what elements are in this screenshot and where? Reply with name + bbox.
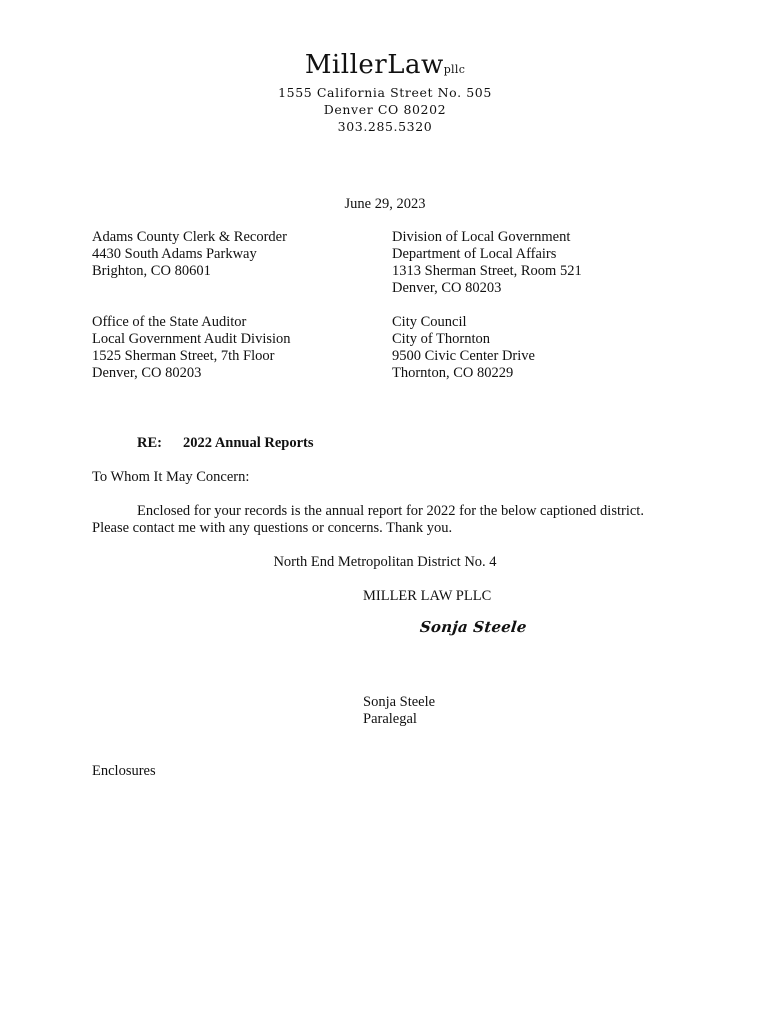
letterhead-city: Denver CO 80202 xyxy=(323,102,447,117)
address-line: 4430 South Adams Parkway xyxy=(92,246,257,262)
signature: Sonja Steele xyxy=(419,618,528,636)
firm-suffix: pllc xyxy=(443,63,466,76)
re-label: RE: xyxy=(137,435,162,451)
address-line: City of Thornton xyxy=(392,331,491,347)
firm-logo xyxy=(0,50,770,80)
address-line: Thornton, CO 80229 xyxy=(392,365,514,381)
address-line: Division of Local Government xyxy=(392,229,571,245)
re-subject: 2022 Annual Reports xyxy=(183,435,314,451)
address-line: Department of Local Affairs xyxy=(392,246,557,262)
letterhead-phone: 303.285.5320 xyxy=(337,119,433,134)
signer-title: Paralegal xyxy=(363,711,417,727)
salutation: To Whom It May Concern: xyxy=(92,469,250,485)
address-line: Denver, CO 80203 xyxy=(392,280,502,296)
recipient-address-3 xyxy=(92,314,291,382)
address-line: Adams County Clerk & Recorder xyxy=(92,229,287,245)
body-paragraph xyxy=(92,503,682,537)
district-name: North End Metropolitan District No. 4 xyxy=(273,554,497,570)
recipient-address-1 xyxy=(92,229,287,280)
address-line: Office of the State Auditor xyxy=(92,314,247,330)
enclosures-note: Enclosures xyxy=(92,763,156,779)
signer-name: Sonja Steele xyxy=(363,694,436,710)
address-line: 1525 Sherman Street, 7th Floor xyxy=(92,348,275,364)
body-paragraph-text: Enclosed for your records is the annual report for 2022 for the below captioned district. Please contact me with any questions or concerns. Thank you. xyxy=(92,503,644,536)
recipient-address-2 xyxy=(392,229,582,297)
recipient-address-4 xyxy=(392,314,535,382)
closing-firm: MILLER LAW PLLC xyxy=(363,588,492,604)
firm-name: MillerLaw xyxy=(304,50,444,80)
address-line: City Council xyxy=(392,314,467,330)
address-line: 1313 Sherman Street, Room 521 xyxy=(392,263,582,279)
address-line: Denver, CO 80203 xyxy=(92,365,202,381)
address-line: Local Government Audit Division xyxy=(92,331,291,347)
letterhead-address: 1555 California Street No. 505 xyxy=(278,85,492,100)
letter-date: June 29, 2023 xyxy=(344,196,426,212)
address-line: Brighton, CO 80601 xyxy=(92,263,211,279)
address-line: 9500 Civic Center Drive xyxy=(392,348,535,364)
